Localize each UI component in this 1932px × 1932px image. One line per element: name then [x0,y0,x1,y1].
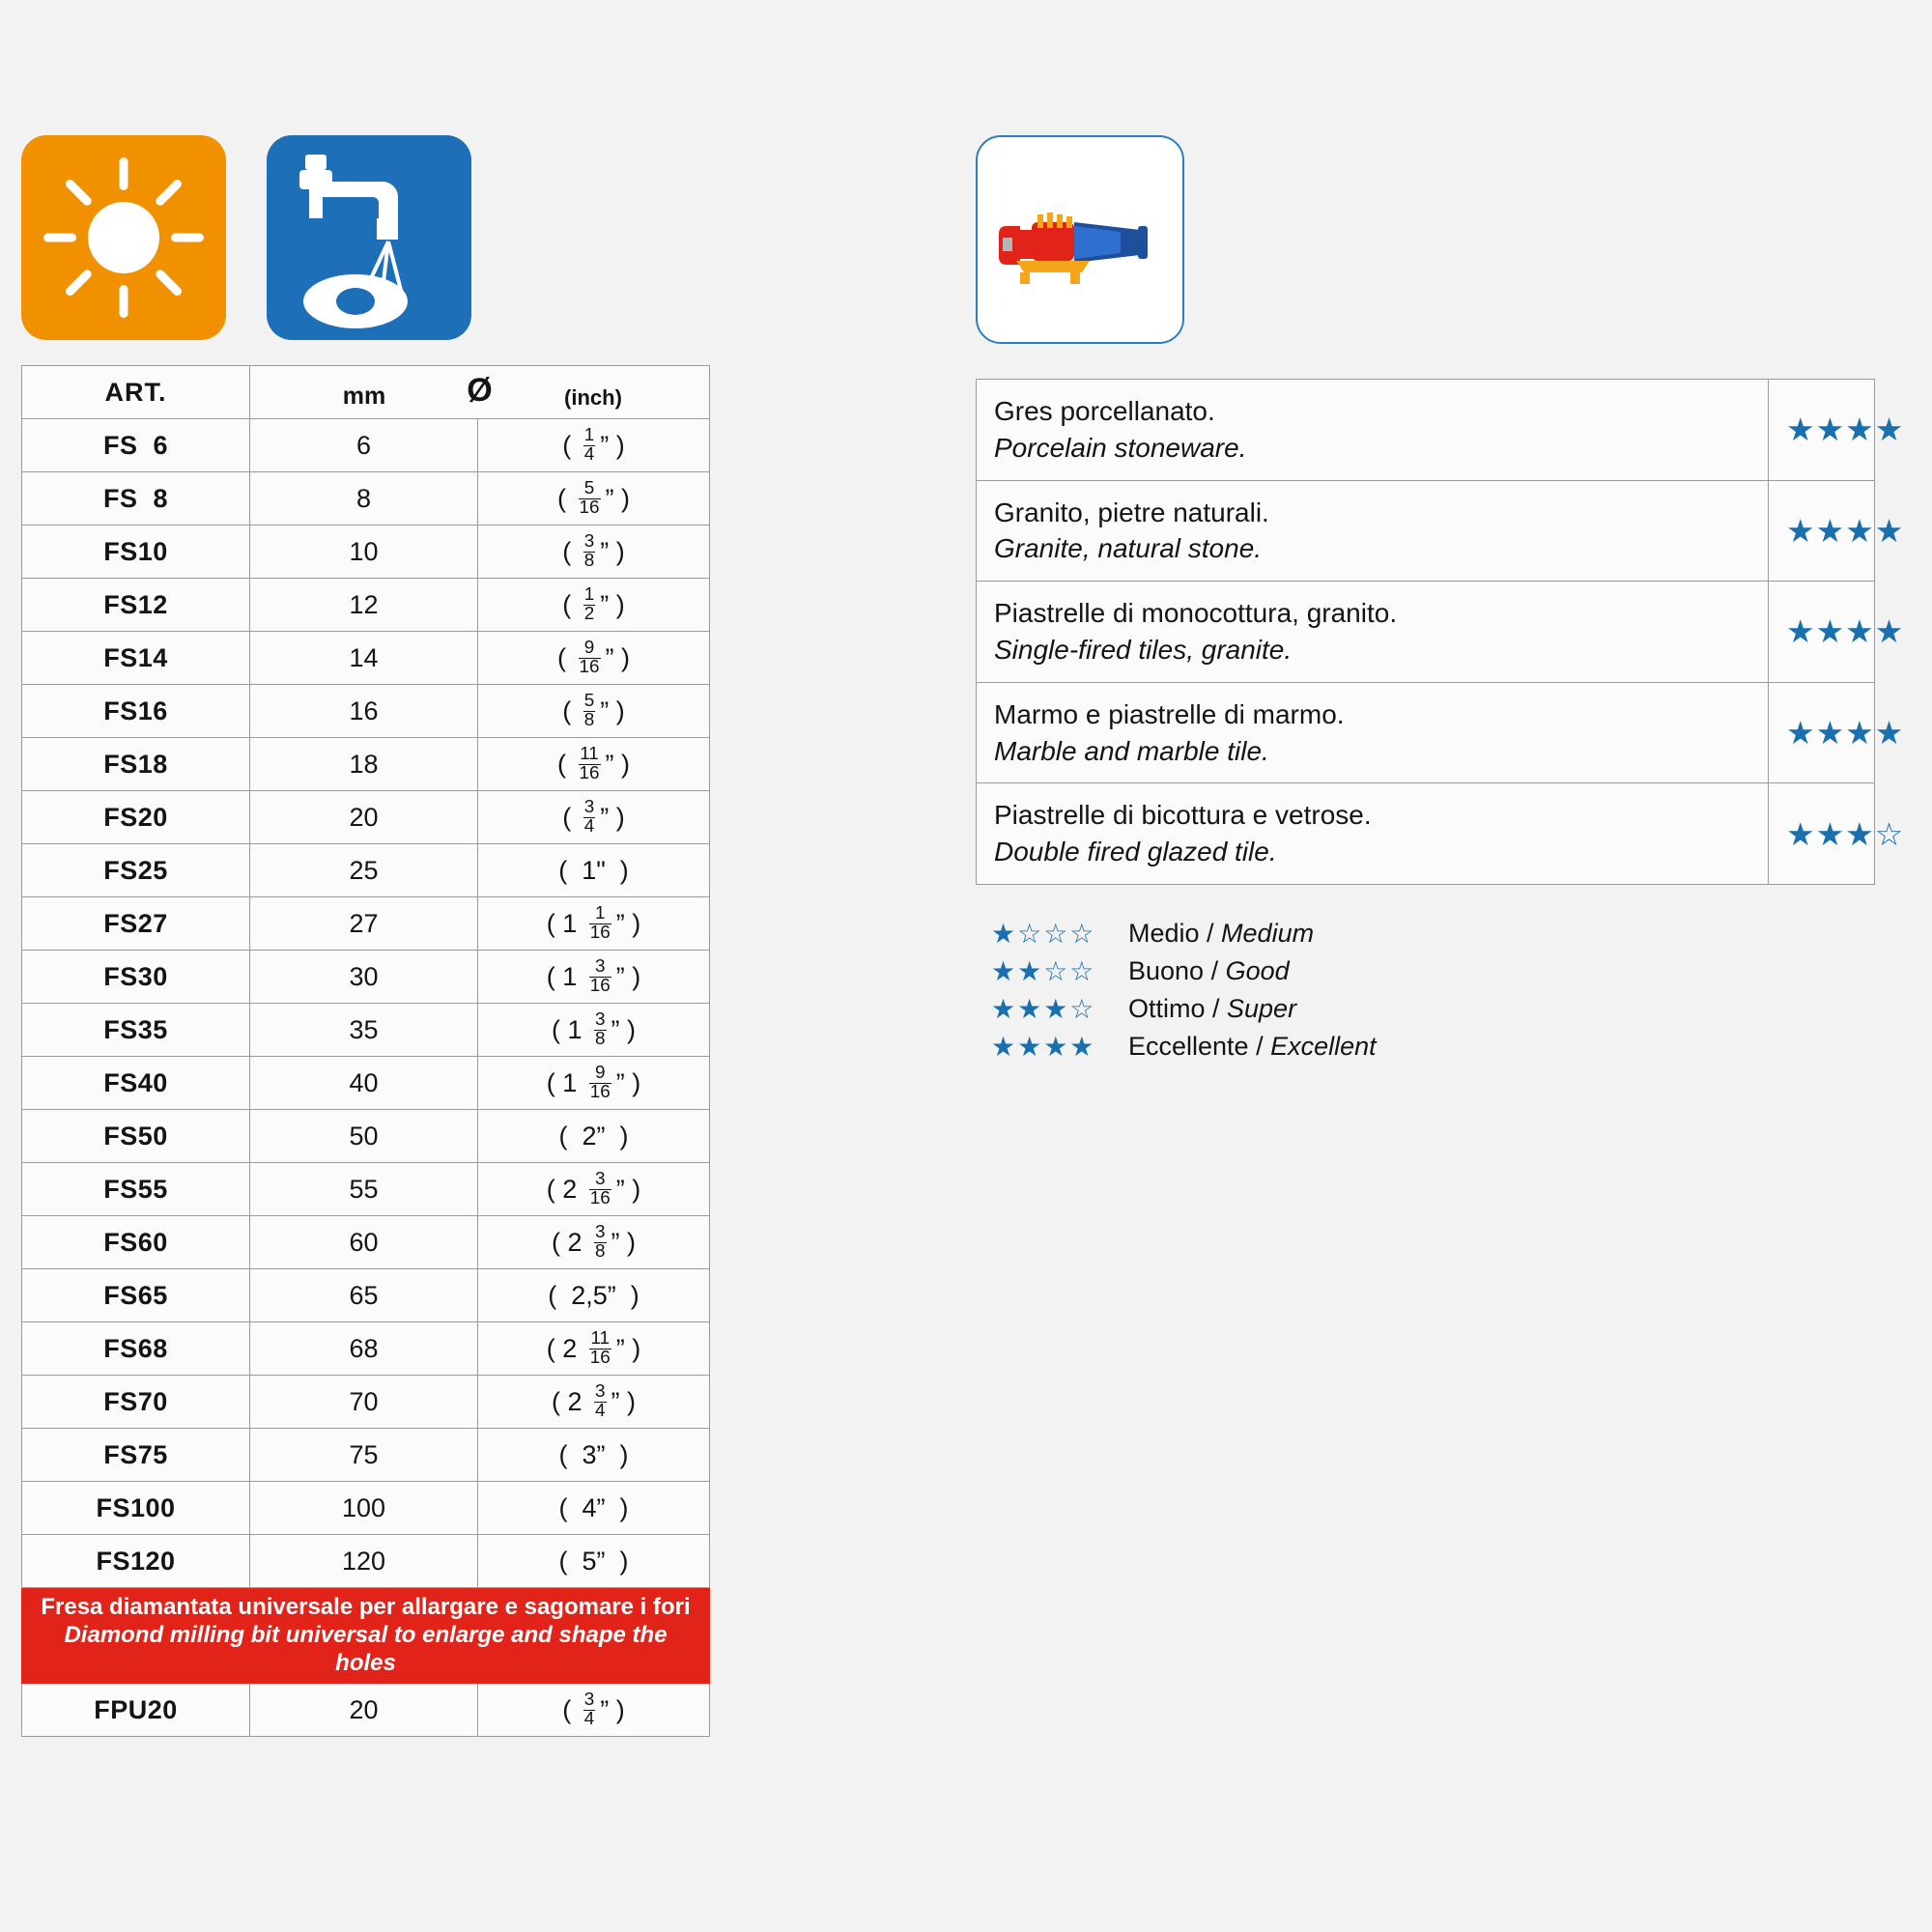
cell-mm: 20 [250,1684,478,1737]
table-row [22,1482,710,1535]
header-art: ART. [22,366,250,419]
fraction: $\frac{3}{16}$ [589,955,611,996]
table-row [22,419,710,472]
cell-article: FS 6 [22,419,250,472]
table-row [22,1684,710,1737]
cell-inch [478,685,710,738]
cell-mm: 35 [250,1004,478,1057]
cell-inch [478,951,710,1004]
table-row [22,1269,710,1322]
fraction: $\frac{5}{16}$ [579,477,600,518]
cell-mm: 27 [250,897,478,951]
inch-value: ( $\frac{3}{4}$ ” ) [562,1689,625,1729]
cell-mm: 60 [250,1216,478,1269]
sun-ray-icon [64,268,93,297]
cell-mm: 65 [250,1269,478,1322]
inch-value: ( 4” ) [558,1492,629,1522]
table-row [22,1376,710,1429]
cell-inch [478,1004,710,1057]
cell-article: FS10 [22,526,250,579]
inch-value: ( $\frac{5}{16}$ ” ) [557,477,630,518]
cell-mm: 30 [250,951,478,1004]
table-row [22,579,710,632]
cell-article: FS27 [22,897,250,951]
table-row [977,682,1875,783]
rating-legend [991,918,1903,1063]
cell-inch [478,526,710,579]
cell-mm: 50 [250,1110,478,1163]
cell-article: FS18 [22,738,250,791]
cell-mm: 25 [250,844,478,897]
cell-article: FS68 [22,1322,250,1376]
rating-stars: ★★★★ [1769,582,1875,683]
material-name-en: Double fired glazed tile. [994,837,1277,867]
material-name-en: Single-fired tiles, granite. [994,634,1293,665]
table-row [22,791,710,844]
inch-value: ( $\frac{1}{2}$ ” ) [562,583,625,624]
diameter-symbol: Ø [467,372,493,409]
cell-article: FS25 [22,844,250,897]
banner-text-it: Fresa diamantata universale per allargare e sagomare i fori [41,1594,691,1620]
cell-article: FS40 [22,1057,250,1110]
inch-value: ( $\frac{1}{4}$ ” ) [562,424,625,465]
rating-stars: ★★★★ [1769,682,1875,783]
cell-mm: 100 [250,1482,478,1535]
fraction: $\frac{1}{2}$ [583,583,595,624]
inch-value: ( 2” ) [558,1121,629,1151]
cell-article: FS75 [22,1429,250,1482]
cell-article: FS70 [22,1376,250,1429]
cell-mm: 8 [250,472,478,526]
cell-article: FS55 [22,1163,250,1216]
rating-stars: ★★★★ [1769,480,1875,582]
fraction: $\frac{11}{16}$ [579,743,600,783]
cell-mm: 55 [250,1163,478,1216]
fraction: $\frac{3}{4}$ [583,796,595,837]
fraction: $\frac{3}{8}$ [595,1009,606,1049]
cell-inch [478,632,710,685]
cell-article: FS50 [22,1110,250,1163]
cell-article: FS20 [22,791,250,844]
fraction: $\frac{3}{4}$ [595,1380,606,1421]
legend-row [991,1031,1903,1063]
material-name-it: Granito, pietre naturali. [994,497,1269,527]
inch-value: ( 1 $\frac{3}{16}$ ” ) [546,955,641,996]
cell-article: FS 8 [22,472,250,526]
cell-material [977,582,1769,683]
material-name-en: Granite, natural stone. [994,533,1263,564]
material-table-body [977,380,1905,885]
cell-inch [478,1322,710,1376]
cell-inch [478,738,710,791]
cell-inch [478,844,710,897]
header-diameter [250,366,710,419]
feature-icon-row [21,135,736,340]
table-row [22,844,710,897]
water-tap-graphic [267,135,471,340]
material-name-en: Marble and marble tile. [994,735,1269,766]
table-row [22,472,710,526]
material-name-it: Piastrelle di monocottura, granito. [994,598,1398,629]
article-table [21,365,710,1737]
banner-cell [22,1588,710,1684]
cell-article: FPU20 [22,1684,250,1737]
legend-label: Medio / Medium [1128,918,1315,948]
cell-mm: 12 [250,579,478,632]
inch-value: ( 2 $\frac{3}{8}$ ” ) [551,1221,636,1262]
table-row [22,526,710,579]
inch-value: ( 2 $\frac{3}{4}$ ” ) [551,1380,636,1421]
cell-inch [478,1684,710,1737]
cell-material [977,480,1769,582]
cell-article: FS16 [22,685,250,738]
cell-mm: 120 [250,1535,478,1588]
legend-label: Buono / Good [1128,955,1290,985]
sun-ray-icon [43,234,76,242]
cell-mm: 70 [250,1376,478,1429]
sun-ray-icon [171,234,204,242]
table-row [977,380,1875,481]
table-row [22,685,710,738]
inch-value: ( $\frac{5}{8}$ ” ) [562,690,625,730]
inch-value: ( 1 $\frac{3}{8}$ ” ) [551,1009,636,1049]
sun-ray-icon [120,157,128,190]
left-column [21,135,736,1737]
cell-article: FS12 [22,579,250,632]
inch-value: ( 3” ) [558,1439,629,1469]
right-column [976,135,1903,1068]
inch-value: ( 2 $\frac{11}{16}$ ” ) [546,1327,641,1368]
material-name-it: Gres porcellanato. [994,396,1215,426]
fraction: $\frac{3}{8}$ [583,530,595,571]
article-table-body [22,419,710,1737]
material-name-en: Porcelain stoneware. [994,432,1247,463]
table-row [22,951,710,1004]
cell-article: FS60 [22,1216,250,1269]
legend-row [991,993,1903,1025]
cell-inch [478,1057,710,1110]
inch-value: ( 1 $\frac{1}{16}$ ” ) [546,902,641,943]
table-row [977,480,1875,582]
cell-mm: 68 [250,1322,478,1376]
cell-article: FS100 [22,1482,250,1535]
cell-mm: 75 [250,1429,478,1482]
table-row [22,632,710,685]
cell-article: FS14 [22,632,250,685]
red-banner-row [22,1588,710,1684]
legend-label: Eccellente / Excellent [1128,1031,1377,1061]
table-row [977,582,1875,683]
cell-mm: 18 [250,738,478,791]
water-tap-icon [267,135,471,340]
fraction: $\frac{5}{8}$ [583,690,595,730]
table-row [22,1110,710,1163]
cell-material [977,682,1769,783]
legend-row [991,918,1903,950]
table-row [22,897,710,951]
table-row [22,1057,710,1110]
table-row [22,1429,710,1482]
cell-inch [478,1482,710,1535]
table-row [977,783,1875,885]
inch-value: ( 2,5” ) [548,1280,639,1310]
fraction: $\frac{3}{16}$ [589,1168,611,1208]
cell-inch [478,1535,710,1588]
inch-value: ( $\frac{3}{4}$ ” ) [562,796,625,837]
inch-value: ( $\frac{9}{16}$ ” ) [557,637,630,677]
cell-inch [478,791,710,844]
sun-ray-icon [154,178,183,207]
legend-label: Ottimo / Super [1128,993,1297,1023]
banner-text-en: Diamond milling bit universal to enlarge and shape the holes [64,1621,668,1676]
table-row [22,1004,710,1057]
cell-mm: 16 [250,685,478,738]
sun-ray-icon [120,285,128,318]
legend-row [991,955,1903,987]
cell-inch [478,1269,710,1322]
table-row [22,1535,710,1588]
cell-inch [478,1429,710,1482]
fraction: $\frac{11}{16}$ [589,1327,611,1368]
cell-material [977,783,1769,885]
cell-material [977,380,1769,481]
table-row [22,1322,710,1376]
inch-value: ( $\frac{3}{8}$ ” ) [562,530,625,571]
inch-value: ( 1" ) [558,855,629,885]
legend-stars: ★★★★ [991,1031,1096,1062]
cell-inch [478,579,710,632]
fraction: $\frac{9}{16}$ [589,1062,611,1102]
cell-article: FS65 [22,1269,250,1322]
cell-inch [478,1376,710,1429]
angle-grinder-graphic [978,137,1179,338]
cell-inch [478,1163,710,1216]
cell-inch [478,472,710,526]
sun-core-icon [88,202,159,273]
table-row [22,1216,710,1269]
inch-value: ( 2 $\frac{3}{16}$ ” ) [546,1168,641,1208]
legend-stars: ★☆☆☆ [991,918,1096,949]
cell-inch [478,1110,710,1163]
table-row [22,738,710,791]
cell-inch [478,897,710,951]
cell-mm: 14 [250,632,478,685]
material-rating-table [976,379,1905,885]
header-mm: mm [342,383,386,410]
fraction: $\frac{1}{16}$ [589,902,611,943]
cell-inch [478,419,710,472]
fraction: $\frac{3}{4}$ [583,1689,595,1729]
material-name-it: Marmo e piastrelle di marmo. [994,698,1345,729]
inch-value: ( $\frac{11}{16}$ ” ) [557,743,630,783]
sun-icon [21,135,226,340]
legend-stars: ★★☆☆ [991,955,1096,986]
table-header-row [22,366,710,419]
rating-stars: ★★★★ [1769,380,1875,481]
material-name-it: Piastrelle di bicottura e vetrose. [994,800,1372,831]
rating-stars: ★★★☆ [1769,783,1875,885]
cell-mm: 40 [250,1057,478,1110]
fraction: $\frac{9}{16}$ [579,637,600,677]
inch-value: ( 1 $\frac{9}{16}$ ” ) [546,1062,641,1102]
cell-mm: 20 [250,791,478,844]
legend-stars: ★★★☆ [991,993,1096,1024]
fraction: $\frac{3}{8}$ [595,1221,606,1262]
header-inch: (inch) [564,385,622,410]
angle-grinder-icon [976,135,1184,344]
sun-ray-icon [154,268,183,297]
cell-article: FS35 [22,1004,250,1057]
inch-value: ( 5” ) [558,1546,629,1576]
sun-ray-icon [64,178,93,207]
cell-article: FS30 [22,951,250,1004]
table-row [22,1163,710,1216]
cell-article: FS120 [22,1535,250,1588]
cell-inch [478,1216,710,1269]
cell-mm: 6 [250,419,478,472]
cell-mm: 10 [250,526,478,579]
fraction: $\frac{1}{4}$ [583,424,595,465]
